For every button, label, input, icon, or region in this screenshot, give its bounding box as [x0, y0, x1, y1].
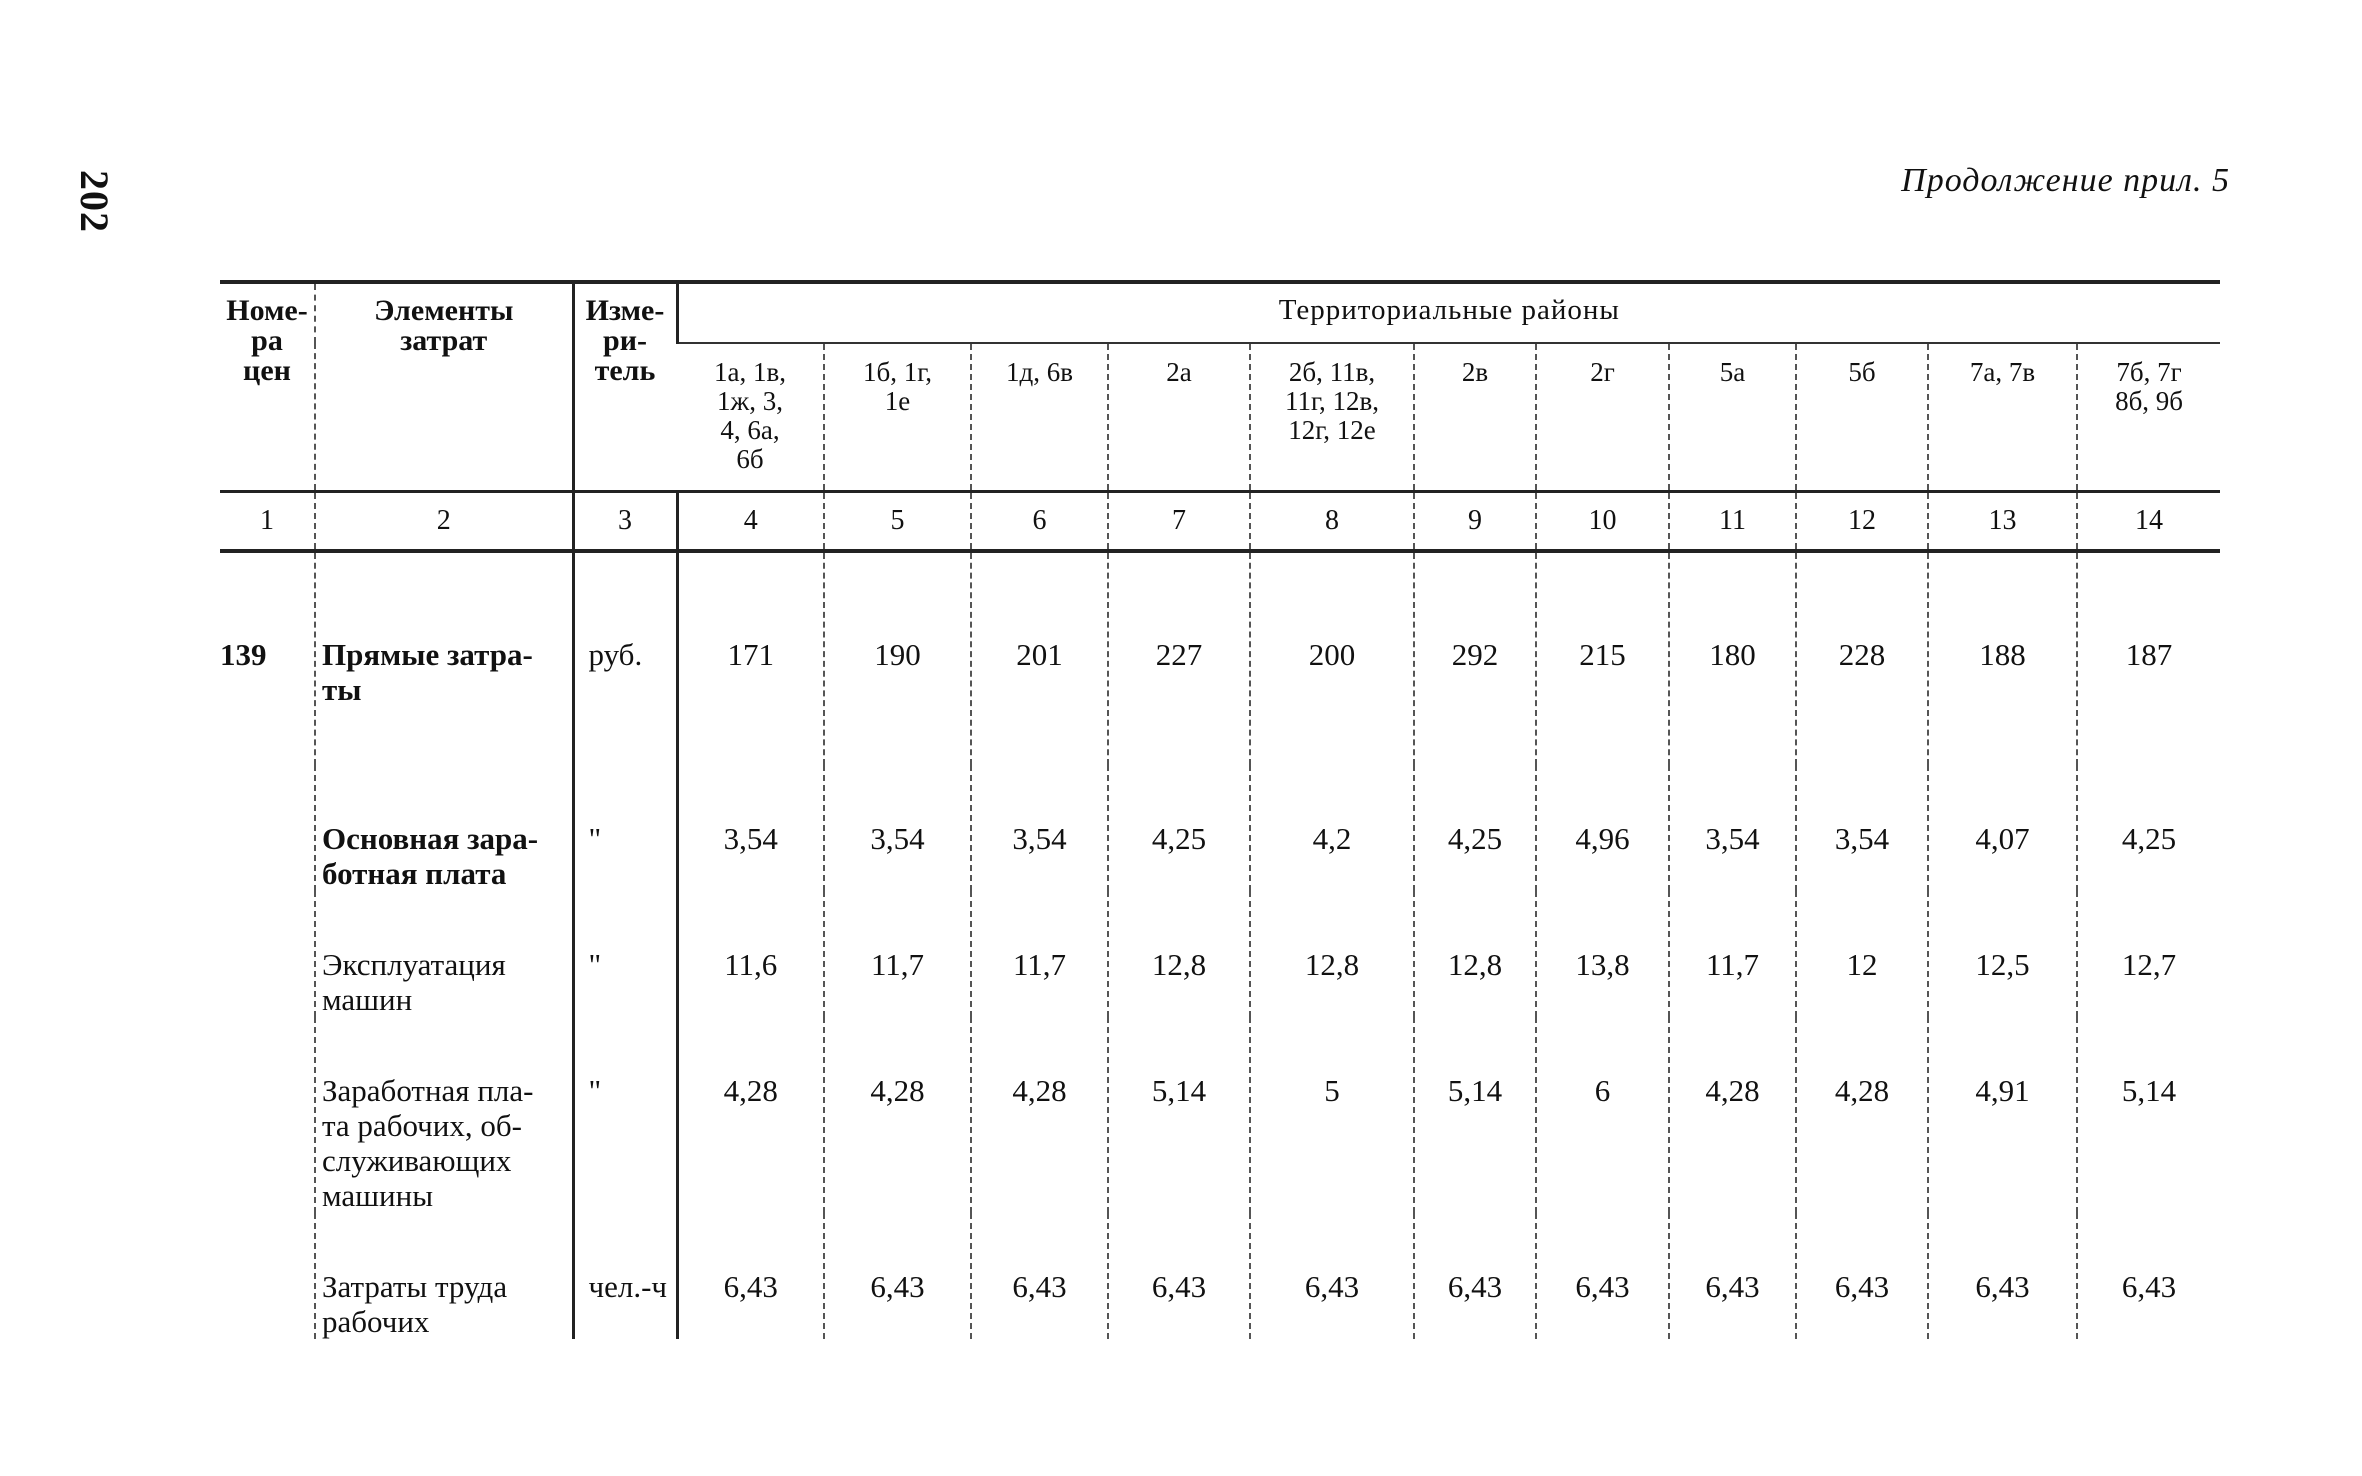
row-code	[220, 891, 315, 1017]
row-value: 12,5	[1928, 891, 2077, 1017]
row-value: 6,43	[1414, 1213, 1536, 1339]
district-header-11: 5а	[1669, 343, 1796, 492]
row-value: 12	[1796, 891, 1928, 1017]
row-unit: руб.	[573, 551, 677, 765]
column-number: 6	[971, 492, 1108, 552]
row-value: 5,14	[1108, 1017, 1250, 1213]
row-value: 6,43	[1108, 1213, 1250, 1339]
row-value: 5	[1250, 1017, 1414, 1213]
column-number: 13	[1928, 492, 2077, 552]
header-row	[220, 282, 2220, 343]
row-value: 180	[1669, 551, 1796, 765]
row-value: 4,28	[824, 1017, 971, 1213]
row-value: 4,28	[1796, 1017, 1928, 1213]
row-code	[220, 1017, 315, 1213]
row-code	[220, 765, 315, 891]
column-number: 12	[1796, 492, 1928, 552]
row-value: 11,7	[971, 891, 1108, 1017]
row-value: 201	[971, 551, 1108, 765]
column-number: 11	[1669, 492, 1796, 552]
row-value: 5,14	[1414, 1017, 1536, 1213]
district-header-9: 2в	[1414, 343, 1536, 492]
table-row	[220, 551, 2220, 765]
row-unit: "	[573, 1017, 677, 1213]
row-element: Заработная пла- та рабочих, об- служивающих машины	[315, 1017, 573, 1213]
row-value: 4,25	[1414, 765, 1536, 891]
header-districts-title: Территориальные районы	[677, 282, 2220, 343]
row-value: 6	[1536, 1017, 1669, 1213]
table-body	[220, 551, 2220, 1339]
row-code	[220, 1213, 315, 1339]
page-number: 202	[72, 170, 117, 233]
row-value: 5,14	[2077, 1017, 2220, 1213]
row-value: 6,43	[2077, 1213, 2220, 1339]
column-number: 8	[1250, 492, 1414, 552]
row-element: Эксплуатация машин	[315, 891, 573, 1017]
district-header-4: 1а, 1в, 1ж, 3, 4, 6а, 6б	[714, 357, 786, 474]
row-value: 11,7	[824, 891, 971, 1017]
header-unit: Изме- ри- тель	[573, 282, 677, 492]
row-value: 3,54	[1669, 765, 1796, 891]
row-value: 12,8	[1108, 891, 1250, 1017]
row-code: 139	[220, 637, 267, 672]
table-row	[220, 765, 2220, 891]
row-element: Прямые затра- ты	[315, 551, 573, 765]
row-value: 4,91	[1928, 1017, 2077, 1213]
district-header-10: 2г	[1536, 343, 1669, 492]
header-code: Номе- ра цен	[220, 282, 315, 492]
row-value: 171	[677, 551, 824, 765]
table-row	[220, 891, 2220, 1017]
district-header-5: 1б, 1г, 1е	[824, 343, 971, 492]
row-value: 4,2	[1250, 765, 1414, 891]
column-number: 5	[824, 492, 971, 552]
column-number: 10	[1536, 492, 1669, 552]
row-element: Затраты труда рабочих	[315, 1213, 573, 1339]
cost-table	[220, 280, 2220, 1339]
row-value: 4,07	[1928, 765, 2077, 891]
district-header-6: 1д, 6в	[971, 343, 1108, 492]
row-value: 6,43	[1250, 1213, 1414, 1339]
row-value: 6,43	[971, 1213, 1108, 1339]
row-unit: "	[573, 765, 677, 891]
row-value: 4,25	[2077, 765, 2220, 891]
row-value: 12,7	[2077, 891, 2220, 1017]
row-element: Основная зара- ботная плата	[315, 765, 573, 891]
row-value: 12,8	[1414, 891, 1536, 1017]
row-value: 13,8	[1536, 891, 1669, 1017]
row-unit: "	[573, 891, 677, 1017]
column-number: 2	[315, 492, 573, 552]
row-value: 11,7	[1669, 891, 1796, 1017]
row-value: 4,28	[1669, 1017, 1796, 1213]
district-header-14: 7б, 7г 8б, 9б	[2077, 343, 2220, 492]
row-value: 6,43	[824, 1213, 971, 1339]
row-value: 227	[1108, 551, 1250, 765]
row-value: 6,43	[1928, 1213, 2077, 1339]
row-value: 292	[1414, 551, 1536, 765]
table-row	[220, 1213, 2220, 1339]
row-value: 12,8	[1250, 891, 1414, 1017]
district-header-13: 7а, 7в	[1928, 343, 2077, 492]
column-number-row	[220, 492, 2220, 552]
row-value: 6,43	[1669, 1213, 1796, 1339]
row-value: 3,54	[677, 765, 824, 891]
continuation-label: Продолжение прил. 5	[1901, 162, 2230, 199]
row-value: 6,43	[1796, 1213, 1928, 1339]
column-number: 4	[677, 492, 824, 552]
district-header-12: 5б	[1796, 343, 1928, 492]
row-value: 187	[2077, 551, 2220, 765]
row-value: 6,43	[1536, 1213, 1669, 1339]
row-value: 190	[824, 551, 971, 765]
row-value: 6,43	[677, 1213, 824, 1339]
row-value: 200	[1250, 551, 1414, 765]
column-number: 9	[1414, 492, 1536, 552]
row-value: 4,96	[1536, 765, 1669, 891]
row-value: 3,54	[824, 765, 971, 891]
row-value: 228	[1796, 551, 1928, 765]
header-elements: Элементы затрат	[315, 282, 573, 492]
row-value: 3,54	[1796, 765, 1928, 891]
column-number: 3	[573, 492, 677, 552]
table-row	[220, 1017, 2220, 1213]
row-value: 3,54	[971, 765, 1108, 891]
column-number: 7	[1108, 492, 1250, 552]
row-value: 4,28	[971, 1017, 1108, 1213]
column-number: 1	[220, 492, 315, 552]
row-value: 11,6	[677, 891, 824, 1017]
row-value: 215	[1536, 551, 1669, 765]
district-header-8: 2б, 11в, 11г, 12в, 12г, 12е	[1250, 343, 1414, 492]
row-value: 4,28	[677, 1017, 824, 1213]
district-header-7: 2а	[1108, 343, 1250, 492]
row-unit: чел.-ч	[573, 1213, 677, 1339]
column-number: 14	[2077, 492, 2220, 552]
row-value: 188	[1928, 551, 2077, 765]
row-value: 4,25	[1108, 765, 1250, 891]
